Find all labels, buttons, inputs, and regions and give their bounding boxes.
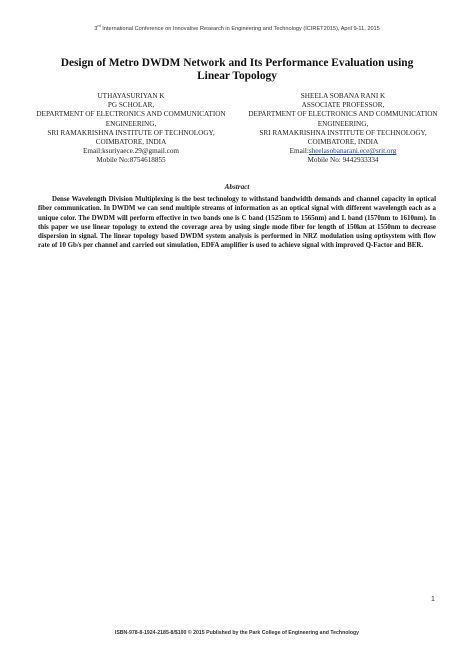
header-ordinal-suffix: rd [97,24,101,28]
author-name: UTHAYASURIYAN K [97,92,165,100]
abstract-heading: Abstract [224,183,250,191]
author-name: SHEELA SOBANA RANI K [300,92,386,100]
header-ordinal: 3 [94,25,98,32]
email-prefix: Email: [82,147,103,156]
page-number: 1 [431,596,435,603]
paper-title: Design of Metro DWDM Network and Its Performance Evaluation using Linear Topology [60,57,414,82]
author-2 [248,92,438,166]
author-1 [36,92,226,166]
author-role: ASSOCIATE PROFESSOR, [301,101,385,110]
author-role: PG SCHOLAR, [107,101,155,110]
author-city: COIMBATORE, INDIA [307,138,379,147]
abstract-body: Dense Wavelength Division Multiplexing is the best technology to withstand bandwidth demands and channel capacity in optical fiber communication. In DWDM we can send multiple streams of information as an optical signal with different wavelength each as a unique color. The DWDM will perform effective in two bands one is C band (1525nm to 1565nm) and L band (1570nm to 1610nm). In this paper we use linear topology to extend the coverage area by using single mode fiber for length of 150km at 1550nm to decrease dispersion in signal. The linear topology based DWDM system analysis is performed in NRZ modulation using optisystem with flow rate of 10 Gb/s per channel and carried out simulation, EDFA amplifier is used to achieve signal with improved Q-Factor and BER. [38,196,436,250]
author-email-link[interactable]: sheelasobanarani.ece@srit.org [308,147,397,156]
author-city: COIMBATORE, INDIA [95,138,167,147]
email-prefix: Email: [289,147,309,156]
author-institute: SRI RAMAKRISHNA INSTITUTE OF TECHNOLOGY, [47,128,215,137]
author-mobile: Mobile No:8754618855 [96,156,166,165]
header-text: International Conference on Innovative Research in Engineering and Technology (ICIRET2015), April 9-11, 2015 [102,25,380,32]
author-department: DEPARTMENT OF ELECTRONICS AND COMMUNICATION ENGINEERING, [36,110,226,128]
author-email-line [248,147,438,156]
author-email-line [36,147,226,156]
author-institute: SRI RAMAKRISHNA INSTITUTE OF TECHNOLOGY, [259,128,427,137]
footer-isbn: ISBN-978-8-1924-2185-8/$100 © 2015 Published by the Park College of Engineering and Technology [114,630,360,636]
author-department: DEPARTMENT OF ELECTRONICS AND COMMUNICATION ENGINEERING, [248,110,438,128]
conference-header [0,24,474,32]
author-mobile: Mobile No: 9442933334 [307,156,379,165]
author-email: ksuriyaece.29@gmail.com [102,147,180,156]
